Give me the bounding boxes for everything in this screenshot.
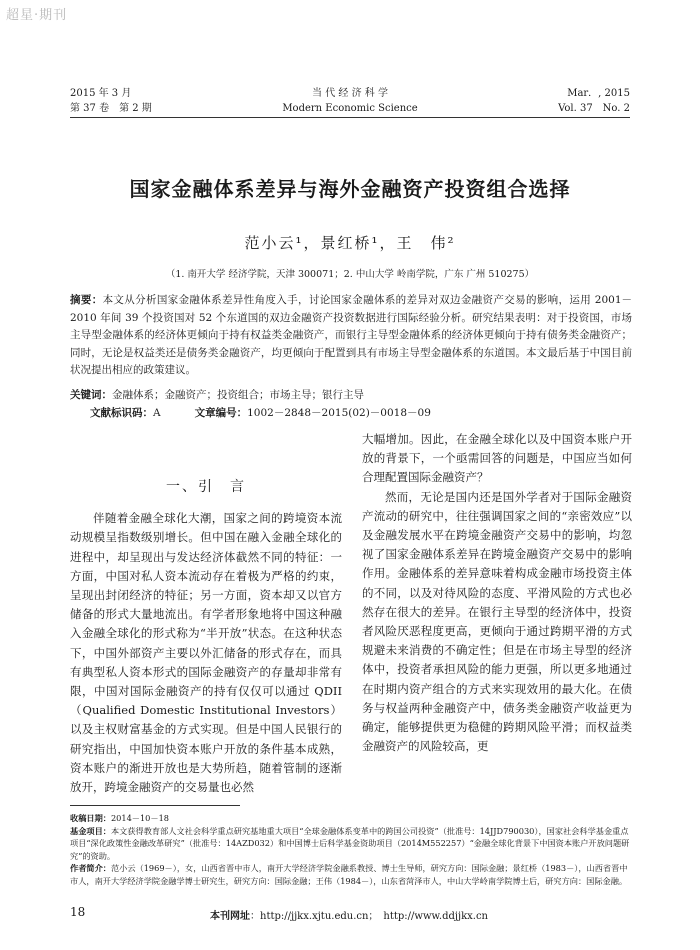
paper-title: 国家金融体系差异与海外金融资产投资组合选择 (129, 177, 571, 201)
header-left (70, 86, 152, 116)
abstract-label: 摘要： (70, 294, 103, 306)
footer-urls: ：http://jjkx.xjtu.edu.cn； http://www.ddjjkx.cn (250, 911, 489, 922)
body-paragraph: 然而，无论是国内还是国外学者对于国际金融资产流动的研究中，往往强调国家之间的“亲密效应”以及金融发展水平在跨境金融资产交易中的影响，均忽视了国家金融体系差异在跨境金融资产交易中的影响作用。金融体系的差异意味着构成金融市场投资主体的不同，以及对待风险的态度、平滑风险的方式也必然存在很大的差异。在银行主导型的经济体中，投资者风险厌恶程度更高，更倾向于通过跨期平滑的方式规避未来消费的不确定性；但是在市场主导型的经济体中，投资者承担风险的能力更强，所以更多地通过在时期内资产组合的方式来实现效用的最大化。在债务与权益两种金融资产中，债务类金融资产收益更为确定，能够提供更为稳健的跨期风险平滑；而权益类金融资产的风险较高，更 (362, 489, 632, 754)
fund-info (70, 825, 632, 863)
received-label: 收稿日期： (70, 813, 111, 823)
body-right-column (362, 430, 632, 756)
keywords-text: 金融体系；金融资产；投资组合；市场主导；银行主导 (112, 389, 364, 401)
issue-date: 2015 年 3 月 (70, 88, 132, 99)
clc-label: 文献标识码： (90, 407, 153, 419)
body-left-column (70, 478, 342, 797)
page-number: 18 (70, 905, 86, 919)
footer (210, 907, 488, 922)
body-paragraph: 伴随着金融全球化大潮，国家之间的跨境资本流动规模呈指数级别增长。但中国在融入金融全球化的进程中，却呈现出与发达经济体截然不同的特征：一方面，中国对私人资本流动存在着极为严格的约束，呈现出封闭经济的特征；另一方面，资本却又以官方储备的形式大量地流出。有学者形象地将中国这种融入金融全球化的形式称为“半开放”状态。在这种状态下，中国外部资产主要以外汇储备的形式存在，而具有典型私人资本形式的国际金融资产的存量却非常有限，中国对国际金融资产的持有仅仅可以通过 QDII（Qualified Domestic Institutional Investors）以及主权财富基金的方式实现。但是中国人民银行的研究指出，中国加快资本账户开放的条件基本成熟，资本账户的渐进开放也是大势所趋，随着管制的逐渐放开，跨境金融资产的交易量也必然 (70, 511, 342, 795)
header-center (250, 86, 450, 116)
journal-name-cn: 当 代 经 济 科 学 (312, 88, 388, 99)
article-number-label: 文章编号： (194, 407, 248, 419)
footer-label: 本刊网址 (210, 911, 250, 922)
fund-value: 本文获得教育部人文社会科学重点研究基地重大项目“全球金融体系变革中的跨国公司投资”（批准号：14JJD790030），国家社会科学基金重点项目“深化政策性金融改革研究”（批准号：14AZD032）和中国博士后科学基金资助项目（2014M552257）“金融全球化背景下中国资本账户开放问题研究”的资助。 (70, 825, 630, 861)
affiliations: （1. 南开大学 经济学院，天津 300071；2. 中山大学 岭南学院，广东 广州 510275） (165, 269, 535, 280)
keywords (70, 387, 632, 404)
footnote (70, 812, 632, 888)
received-date (70, 812, 632, 825)
article-meta (90, 405, 431, 422)
issue-date-en: Mar．, 2015 (567, 88, 630, 99)
watermark: 超星·期刊 (6, 8, 68, 23)
abstract (70, 292, 632, 380)
author-info (70, 862, 632, 887)
fund-label: 基金项目： (70, 825, 111, 836)
header-rule (70, 117, 630, 118)
abstract-text: 本文从分析国家金融体系差异性角度入手，讨论国家金融体系的差异对双边金融资产交易的影响，运用 2001－2010 年间 39 个投资国对 52 个东道国的双边金融资产投资数据进行国际经验分析。研究结果表明：对于投资国，市场主导型金融体系的经济体更倾向于持有权益类金融资产，而银行主导型金融体系的经济体更倾向于持有债务类金融资产；同时，无论是权益类还是债务类金融资产，均更倾向于配置到具有市场主导型金融体系的东道国。本文最后基于中国目前状况提出相应的政策建议。 (70, 294, 633, 376)
received-value: 2014－10－18 (110, 813, 170, 823)
section-title: 一、引 言 (166, 479, 246, 495)
keywords-label: 关键词： (70, 389, 112, 401)
author-info-label: 作者简介： (70, 863, 111, 874)
clc-value: A (153, 407, 161, 419)
header-right (558, 86, 630, 116)
authors: 范小云¹，景红桥¹，王 伟² (244, 234, 456, 252)
footnote-rule (70, 805, 240, 806)
volume-issue: 第 37 卷 第 2 期 (70, 103, 152, 114)
author-info-value: 范小云（1969－），女，山西省晋中市人，南开大学经济学院金融系教授、博士生导师，研究方向：国际金融；景红桥（1983－），山西省晋中市人，南开大学经济学院金融学博士研究生，研究方向：国际金融；王伟（1984－），山东省菏泽市人，中山大学岭南学院博士后，研究方向：国际金融。 (70, 863, 628, 886)
journal-name-en: Modern Economic Science (282, 103, 418, 114)
article-number-value: 1002－2848－2015(02)－0018－09 (247, 407, 431, 419)
body-paragraph: 大幅增加。因此，在金融全球化以及中国资本账户开放的背景下，一个亟需回答的问题是，中国应当如何合理配置国际金融资产？ (362, 432, 632, 485)
volume-issue-en: Vol. 37 No. 2 (558, 103, 630, 114)
